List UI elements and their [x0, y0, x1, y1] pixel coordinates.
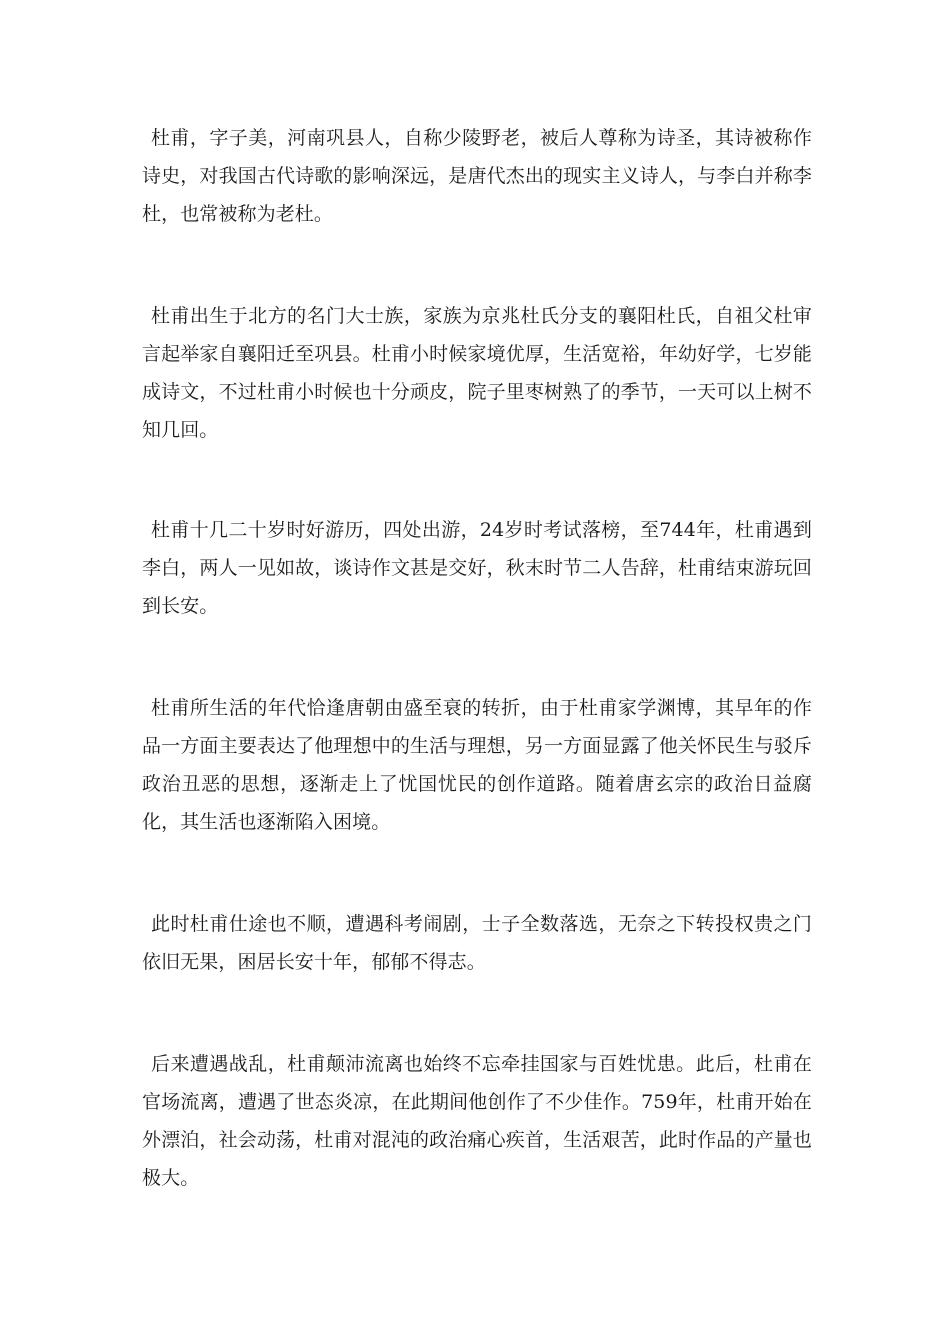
paragraph-1: 杜甫，字子美，河南巩县人，自称少陵野老，被后人尊称为诗圣，其诗被称作诗史，对我国古代诗歌的影响深远，是唐代杰出的现实主义诗人，与李白并称李杜，也常被称为老杜。 — [142, 127, 812, 225]
paragraph-5: 此时杜甫仕途也不顺，遭遇科考闹剧，士子全数落选，无奈之下转投权贵之门依旧无果，困居长安十年，郁郁不得志。 — [142, 913, 812, 973]
paragraph-4: 杜甫所生活的年代恰逢唐朝由盛至衰的转折，由于杜甫家学渊博，其早年的作品一方面主要表达了他理想中的生活与理想，另一方面显露了他关怀民生与驳斥政治丑恶的思想，逐渐走上了忧国忧民的创作道路。随着唐玄宗的政治日益腐化，其生活也逐渐陷入困境。 — [142, 697, 812, 833]
paragraph-3: 杜甫十几二十岁时好游历，四处出游，24岁时考试落榜，至744年，杜甫遇到李白，两人一见如故，谈诗作文甚是交好，秋末时节二人告辞，杜甫结束游玩回到长安。 — [142, 519, 812, 617]
paragraph-6: 后来遭遇战乱，杜甫颠沛流离也始终不忘牵挂国家与百姓忧患。此后，杜甫在官场流离，遭遇了世态炎凉，在此期间他创作了不少佳作。759年，杜甫开始在外漂泊，社会动荡，杜甫对混沌的政治痛心疾首，生活艰苦，此时作品的产量也极大。 — [142, 1053, 812, 1189]
paragraph-2: 杜甫出生于北方的名门大士族，家族为京兆杜氏分支的襄阳杜氏，自祖父杜审言起举家自襄阳迁至巩县。杜甫小时候家境优厚，生活宽裕，年幼好学，七岁能成诗文，不过杜甫小时候也十分顽皮，院子里枣树熟了的季节，一天可以上树不知几回。 — [142, 305, 812, 441]
